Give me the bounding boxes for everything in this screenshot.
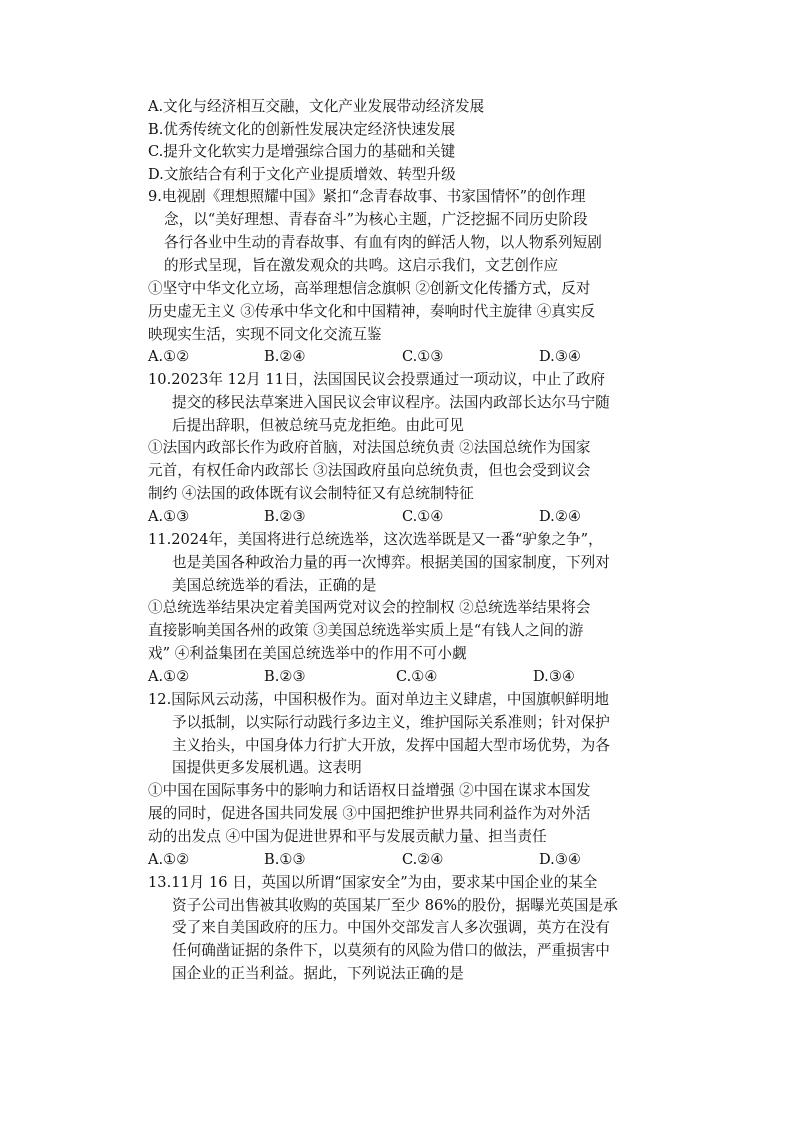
q11-statement-line: ①总统选举结果决定着美国两党对议会的控制权 ②总统选举结果将会 — [148, 599, 591, 616]
q10-choice-b: B.②③ — [264, 508, 306, 525]
q12-statement-line: 动的出发点 ④中国为促进世界和平与发展贡献力量、担当责任 — [148, 828, 547, 845]
q8-option-a: A.文化与经济相互交融，文化产业发展带动经济发展 — [148, 98, 485, 115]
q10-choice-c: C.①④ — [402, 508, 444, 525]
q11-choice-b: B.②③ — [264, 668, 306, 685]
q10-choice-a: A.①③ — [148, 508, 190, 525]
q8-option-d: D.文旅结合有利于文化产业提质增效、转型升级 — [148, 166, 456, 183]
q8-option-b: B.优秀传统文化的创新性发展决定经济快速发展 — [148, 121, 456, 138]
q9-statement-line: ①坚守中华文化立场，高举理想信念旗帜 ②创新文化传播方式，反对 — [148, 280, 591, 297]
q11-choice-a: A.①② — [148, 668, 190, 685]
q10-statement-line: 元首，有权任命内政部长 ③法国政府虽向总统负责，但也会受到议会 — [148, 462, 591, 479]
q10-choices — [148, 507, 648, 527]
q11-statement-line: 戏” ④利益集团在美国总统选举中的作用不可小觑 — [148, 645, 467, 662]
q13-stem-line: 受了来自美国政府的压力。中国外交部发言人多次强调，英方在没有 — [172, 919, 610, 936]
q9-choice-a: A.①② — [148, 348, 190, 365]
q12-choice-d: D.③④ — [539, 851, 581, 868]
q10-statement-line: 制约 ④法国的政体既有议会制特征又有总统制特征 — [148, 485, 474, 502]
q11-choice-d: D.③④ — [533, 668, 575, 685]
q10-stem-line: 后提出辞职，但被总统马克龙拒绝。由此可见 — [172, 417, 464, 434]
q9-stem-line: 的形式呈现，旨在激发观众的共鸣。这启示我们，文艺创作应 — [164, 257, 559, 274]
q13-stem-line: 国企业的正当利益。据此，下列说法正确的是 — [172, 965, 464, 982]
q9-stem-line: 9.电视剧《理想照耀中国》紧扣“念青春故事、书家国情怀”的创作理 — [148, 188, 586, 205]
q11-choice-c: C.①④ — [396, 668, 438, 685]
q10-stem-line: 10.2023年 12月 11日，法国国民议会投票通过一项动议，中止了政府 — [148, 371, 606, 388]
q12-stem-line: 国提供更多发展机遇。这表明 — [172, 759, 362, 776]
q11-stem-line: 11.2024年，美国将进行总统选举，这次选举既是又一番“驴象之争”， — [148, 531, 603, 548]
q13-stem-line: 任何确凿证据的条件下，以莫须有的风险为借口的做法，严重损害中 — [172, 942, 610, 959]
q12-stem-line: 12.国际风云动荡，中国积极作为。面对单边主义肆虐，中国旗帜鲜明地 — [148, 691, 610, 708]
q11-statement-line: 直接影响美国各州的政策 ③美国总统选举实质上是“有钱人之间的游 — [148, 622, 584, 639]
q9-choices — [148, 347, 648, 367]
q12-choice-c: C.②④ — [402, 851, 444, 868]
q8-option-c: C.提升文化软实力是增强综合国力的基础和关键 — [148, 143, 456, 160]
q9-choice-c: C.①③ — [402, 348, 444, 365]
q11-choices — [148, 667, 648, 687]
q9-choice-b: B.②④ — [264, 348, 306, 365]
q11-stem-line: 也是美国各种政治力量的再一次博弈。根据美国的国家制度，下列对 — [172, 554, 610, 571]
q9-statement-line: 映现实生活，实现不同文化交流互鉴 — [148, 326, 382, 343]
q12-stem-line: 主义抬头，中国身体力行扩大开放，发挥中国超大型市场优势，为各 — [172, 737, 610, 754]
q12-choices — [148, 850, 648, 870]
q9-statement-line: 历史虚无主义 ③传承中华文化和中国精神，奏响时代主旋律 ④真实反 — [148, 303, 596, 320]
q11-stem-line: 美国总统选举的看法，正确的是 — [172, 577, 377, 594]
q12-statement-line: 展的同时，促进各国共同发展 ③中国把维护世界共同利益作为对外活 — [148, 805, 591, 822]
q13-stem-line: 13.11月 16 日，英国以所谓“国家安全”为由，要求某中国企业的某全 — [148, 874, 598, 891]
q12-statement-line: ①中国在国际事务中的影响力和话语权日益增强 ②中国在谋求本国发 — [148, 782, 591, 799]
q13-stem-line: 资子公司出售被其收购的英国某厂至少 86%的股份，据曝光英国是承 — [172, 897, 618, 914]
q9-stem-line: 念，以“美好理想、青春奋斗”为核心主题，广泛挖掘不同历史阶段 — [164, 211, 588, 228]
q10-stem-line: 提交的移民法草案进入国民议会审议程序。法国内政部长达尔马宁随 — [172, 394, 610, 411]
q12-stem-line: 予以抵制，以实际行动践行多边主义，维护国际关系准则；针对保护 — [172, 714, 610, 731]
q12-choice-b: B.①③ — [264, 851, 306, 868]
q10-choice-d: D.②④ — [539, 508, 581, 525]
q10-statement-line: ①法国内政部长作为政府首脑，对法国总统负责 ②法国总统作为国家 — [148, 439, 591, 456]
q9-stem-line: 各行各业中生动的青春故事、有血有肉的鲜活人物，以人物系列短剧 — [164, 234, 602, 251]
q9-choice-d: D.③④ — [539, 348, 581, 365]
q12-choice-a: A.①② — [148, 851, 190, 868]
